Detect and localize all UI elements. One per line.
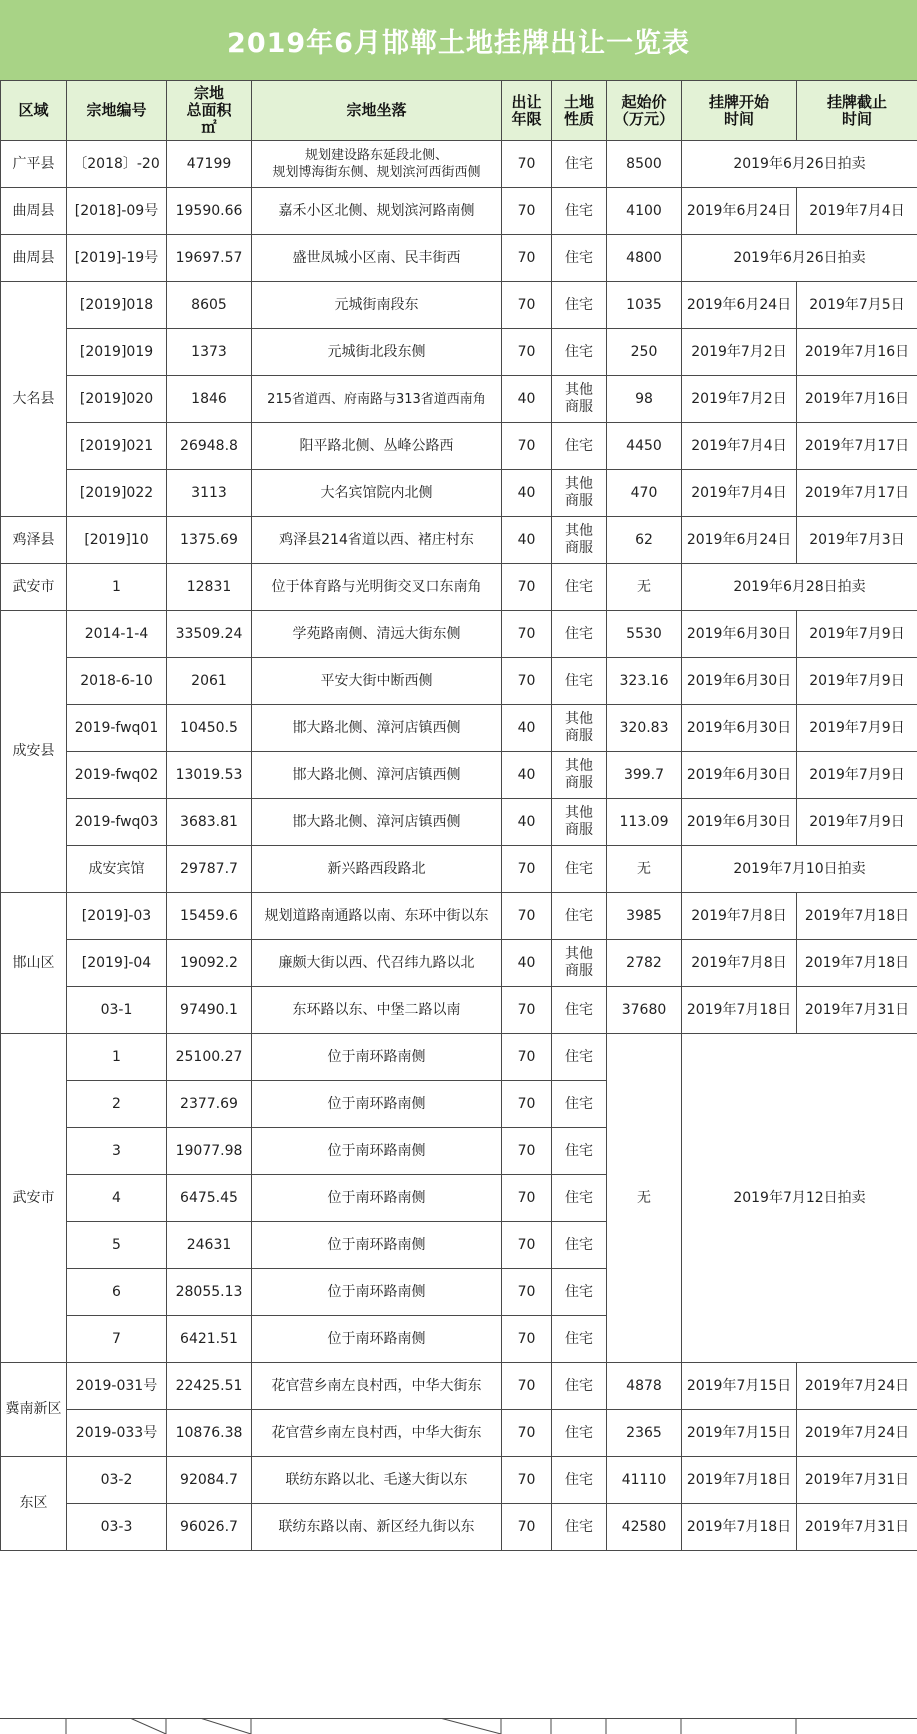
parcel-code-cell: 〔2018〕-20	[67, 141, 167, 188]
table-row	[1, 1504, 917, 1551]
location-cell: 元城街北段东侧	[252, 329, 502, 376]
area-cell: 1375.69	[167, 517, 252, 564]
listing-end-cell: 2019年7月24日	[797, 1410, 917, 1457]
term-cell: 70	[502, 611, 552, 658]
next-row-stub	[0, 1718, 917, 1734]
listing-start-cell: 2019年7月8日	[682, 893, 797, 940]
location-cell: 邯大路北侧、漳河店镇西侧	[252, 799, 502, 846]
listing-end-cell: 2019年7月5日	[797, 282, 917, 329]
listing-end-cell: 2019年7月18日	[797, 940, 917, 987]
region-cell: 广平县	[1, 141, 67, 188]
listing-end-cell: 2019年7月9日	[797, 752, 917, 799]
usage-cell: 其他 商服	[552, 799, 607, 846]
area-cell: 8605	[167, 282, 252, 329]
term-cell: 40	[502, 940, 552, 987]
region-cell: 曲周县	[1, 235, 67, 282]
term-cell: 70	[502, 282, 552, 329]
listing-end-cell: 2019年7月31日	[797, 987, 917, 1034]
land-listing-table	[0, 80, 917, 1551]
table-row	[1, 1410, 917, 1457]
area-cell: 13019.53	[167, 752, 252, 799]
parcel-code-cell: 2019-fwq01	[67, 705, 167, 752]
term-cell: 70	[502, 1363, 552, 1410]
listing-start-cell: 2019年6月24日	[682, 188, 797, 235]
parcel-code-cell: 1	[67, 1034, 167, 1081]
region-cell: 武安市	[1, 1034, 67, 1363]
table-row	[1, 1457, 917, 1504]
usage-cell: 住宅	[552, 235, 607, 282]
area-cell: 19077.98	[167, 1128, 252, 1175]
area-cell: 10876.38	[167, 1410, 252, 1457]
table-row	[1, 799, 917, 846]
term-cell: 70	[502, 564, 552, 611]
listing-start-cell: 2019年7月18日	[682, 1504, 797, 1551]
auction-date-cell: 2019年6月26日拍卖	[682, 141, 917, 188]
term-cell: 40	[502, 376, 552, 423]
price-cell: 2782	[607, 940, 682, 987]
location-cell: 规划道路南通路以南、东环中街以东	[252, 893, 502, 940]
location-cell: 215省道西、府南路与313省道西南角	[252, 376, 502, 423]
parcel-code-cell: 2019-fwq02	[67, 752, 167, 799]
table-row	[1, 705, 917, 752]
location-cell: 邯大路北侧、漳河店镇西侧	[252, 705, 502, 752]
usage-cell: 住宅	[552, 611, 607, 658]
region-cell: 曲周县	[1, 188, 67, 235]
area-cell: 33509.24	[167, 611, 252, 658]
location-cell: 花官营乡南左良村西，中华大街东	[252, 1410, 502, 1457]
listing-end-cell: 2019年7月31日	[797, 1504, 917, 1551]
term-cell: 70	[502, 846, 552, 893]
table-row	[1, 752, 917, 799]
parcel-code-cell: 03-2	[67, 1457, 167, 1504]
location-cell: 联纺东路以北、毛遂大街以东	[252, 1457, 502, 1504]
area-cell: 3683.81	[167, 799, 252, 846]
price-cell: 41110	[607, 1457, 682, 1504]
area-cell: 19697.57	[167, 235, 252, 282]
term-cell: 70	[502, 1457, 552, 1504]
listing-start-cell: 2019年7月2日	[682, 376, 797, 423]
table-row	[1, 611, 917, 658]
listing-end-cell: 2019年7月9日	[797, 611, 917, 658]
listing-start-cell: 2019年6月30日	[682, 799, 797, 846]
parcel-code-cell: 2019-fwq03	[67, 799, 167, 846]
location-cell: 位于南环路南侧	[252, 1316, 502, 1363]
location-cell: 邯大路北侧、漳河店镇西侧	[252, 752, 502, 799]
term-cell: 40	[502, 752, 552, 799]
header-location: 宗地坐落	[252, 81, 502, 141]
listing-start-cell: 2019年7月15日	[682, 1363, 797, 1410]
location-cell: 鸡泽县214省道以西、褚庄村东	[252, 517, 502, 564]
location-cell: 嘉禾小区北侧、规划滨河路南侧	[252, 188, 502, 235]
usage-cell: 住宅	[552, 658, 607, 705]
term-cell: 70	[502, 188, 552, 235]
listing-end-cell: 2019年7月17日	[797, 470, 917, 517]
usage-cell: 住宅	[552, 1363, 607, 1410]
area-cell: 29787.7	[167, 846, 252, 893]
term-cell: 70	[502, 658, 552, 705]
auction-date-cell: 2019年6月26日拍卖	[682, 235, 917, 282]
parcel-code-cell: 5	[67, 1222, 167, 1269]
table-row	[1, 564, 917, 611]
location-cell: 位于南环路南侧	[252, 1128, 502, 1175]
term-cell: 40	[502, 517, 552, 564]
term-cell: 70	[502, 1175, 552, 1222]
header-term: 出让 年限	[502, 81, 552, 141]
location-cell: 位于体育路与光明街交叉口东南角	[252, 564, 502, 611]
parcel-code-cell: [2019]022	[67, 470, 167, 517]
parcel-code-cell: 2018-6-10	[67, 658, 167, 705]
table-row	[1, 517, 917, 564]
location-cell: 位于南环路南侧	[252, 1269, 502, 1316]
location-cell: 阳平路北侧、丛峰公路西	[252, 423, 502, 470]
table-row	[1, 376, 917, 423]
parcel-code-cell: [2018]-09号	[67, 188, 167, 235]
usage-cell: 住宅	[552, 987, 607, 1034]
usage-cell: 其他 商服	[552, 376, 607, 423]
term-cell: 70	[502, 1410, 552, 1457]
parcel-code-cell: [2019]-04	[67, 940, 167, 987]
usage-cell: 住宅	[552, 1034, 607, 1081]
area-cell: 10450.5	[167, 705, 252, 752]
term-cell: 70	[502, 1128, 552, 1175]
area-cell: 12831	[167, 564, 252, 611]
usage-cell: 住宅	[552, 1457, 607, 1504]
listing-end-cell: 2019年7月3日	[797, 517, 917, 564]
area-cell: 92084.7	[167, 1457, 252, 1504]
price-cell: 无	[607, 846, 682, 893]
price-cell: 1035	[607, 282, 682, 329]
listing-start-cell: 2019年7月8日	[682, 940, 797, 987]
table-row	[1, 658, 917, 705]
area-cell: 26948.8	[167, 423, 252, 470]
area-cell: 24631	[167, 1222, 252, 1269]
price-cell: 250	[607, 329, 682, 376]
usage-cell: 住宅	[552, 1269, 607, 1316]
term-cell: 70	[502, 141, 552, 188]
location-cell: 新兴路西段路北	[252, 846, 502, 893]
table-row	[1, 282, 917, 329]
table-row	[1, 329, 917, 376]
usage-cell: 住宅	[552, 1222, 607, 1269]
parcel-code-cell: [2019]-19号	[67, 235, 167, 282]
parcel-code-cell: [2019]018	[67, 282, 167, 329]
listing-end-cell: 2019年7月16日	[797, 376, 917, 423]
usage-cell: 住宅	[552, 1410, 607, 1457]
location-cell: 位于南环路南侧	[252, 1081, 502, 1128]
area-cell: 19590.66	[167, 188, 252, 235]
header-row	[1, 81, 917, 141]
area-cell: 6475.45	[167, 1175, 252, 1222]
listing-start-cell: 2019年7月2日	[682, 329, 797, 376]
header-usage: 土地 性质	[552, 81, 607, 141]
term-cell: 70	[502, 329, 552, 376]
usage-cell: 住宅	[552, 423, 607, 470]
price-cell: 470	[607, 470, 682, 517]
location-cell: 位于南环路南侧	[252, 1175, 502, 1222]
parcel-code-cell: [2019]020	[67, 376, 167, 423]
price-cell: 320.83	[607, 705, 682, 752]
sheet-title: 2019年6月邯郸土地挂牌出让一览表	[0, 0, 917, 82]
listing-end-cell: 2019年7月9日	[797, 705, 917, 752]
usage-cell: 住宅	[552, 1128, 607, 1175]
price-cell: 4800	[607, 235, 682, 282]
parcel-code-cell: 03-1	[67, 987, 167, 1034]
auction-date-cell: 2019年7月10日拍卖	[682, 846, 917, 893]
area-cell: 96026.7	[167, 1504, 252, 1551]
price-cell: 无	[607, 564, 682, 611]
area-cell: 97490.1	[167, 987, 252, 1034]
area-cell: 6421.51	[167, 1316, 252, 1363]
location-cell: 大名宾馆院内北侧	[252, 470, 502, 517]
table-row	[1, 470, 917, 517]
listing-end-cell: 2019年7月16日	[797, 329, 917, 376]
parcel-code-cell: 6	[67, 1269, 167, 1316]
location-cell: 规划建设路东延段北侧、 规划博海街东侧、规划滨河西街西侧	[252, 141, 502, 188]
region-cell: 鸡泽县	[1, 517, 67, 564]
cut-off-row-lines	[0, 1718, 917, 1734]
term-cell: 70	[502, 235, 552, 282]
price-cell: 5530	[607, 611, 682, 658]
location-cell: 位于南环路南侧	[252, 1034, 502, 1081]
area-cell: 22425.51	[167, 1363, 252, 1410]
location-cell: 元城街南段东	[252, 282, 502, 329]
price-cell: 2365	[607, 1410, 682, 1457]
listing-start-cell: 2019年7月4日	[682, 423, 797, 470]
term-cell: 40	[502, 705, 552, 752]
price-cell: 4100	[607, 188, 682, 235]
price-cell: 98	[607, 376, 682, 423]
parcel-code-cell: 3	[67, 1128, 167, 1175]
header-region: 区域	[1, 81, 67, 141]
price-cell: 399.7	[607, 752, 682, 799]
listing-start-cell: 2019年6月30日	[682, 705, 797, 752]
location-cell: 廉颇大街以西、代召纬九路以北	[252, 940, 502, 987]
usage-cell: 住宅	[552, 1316, 607, 1363]
price-cell: 37680	[607, 987, 682, 1034]
area-cell: 15459.6	[167, 893, 252, 940]
parcel-code-cell: [2019]-03	[67, 893, 167, 940]
area-cell: 25100.27	[167, 1034, 252, 1081]
parcel-code-cell: 2019-033号	[67, 1410, 167, 1457]
listing-start-cell: 2019年7月15日	[682, 1410, 797, 1457]
parcel-code-cell: 2	[67, 1081, 167, 1128]
area-cell: 2061	[167, 658, 252, 705]
usage-cell: 住宅	[552, 141, 607, 188]
listing-start-cell: 2019年6月30日	[682, 752, 797, 799]
price-cell: 62	[607, 517, 682, 564]
table-row	[1, 987, 917, 1034]
table-row	[1, 1363, 917, 1410]
listing-end-cell: 2019年7月17日	[797, 423, 917, 470]
usage-cell: 其他 商服	[552, 705, 607, 752]
area-cell: 1846	[167, 376, 252, 423]
listing-end-cell: 2019年7月9日	[797, 799, 917, 846]
term-cell: 40	[502, 799, 552, 846]
listing-end-cell: 2019年7月4日	[797, 188, 917, 235]
parcel-code-cell: 1	[67, 564, 167, 611]
term-cell: 70	[502, 1316, 552, 1363]
area-cell: 28055.13	[167, 1269, 252, 1316]
price-cell: 无	[607, 1034, 682, 1363]
region-cell: 大名县	[1, 282, 67, 517]
table-row	[1, 423, 917, 470]
location-cell: 位于南环路南侧	[252, 1222, 502, 1269]
location-cell: 盛世凤城小区南、民丰街西	[252, 235, 502, 282]
usage-cell: 其他 商服	[552, 470, 607, 517]
parcel-code-cell: [2019]10	[67, 517, 167, 564]
auction-date-cell: 2019年7月12日拍卖	[682, 1034, 917, 1363]
table-row	[1, 1034, 917, 1081]
table-row	[1, 893, 917, 940]
usage-cell: 住宅	[552, 188, 607, 235]
term-cell: 70	[502, 1034, 552, 1081]
parcel-code-cell: 03-3	[67, 1504, 167, 1551]
listing-end-cell: 2019年7月31日	[797, 1457, 917, 1504]
parcel-code-cell: [2019]021	[67, 423, 167, 470]
listing-start-cell: 2019年6月30日	[682, 611, 797, 658]
price-cell: 3985	[607, 893, 682, 940]
usage-cell: 住宅	[552, 1081, 607, 1128]
term-cell: 70	[502, 987, 552, 1034]
table-row	[1, 846, 917, 893]
header-end: 挂牌截止 时间	[797, 81, 917, 141]
area-cell: 3113	[167, 470, 252, 517]
price-cell: 4878	[607, 1363, 682, 1410]
parcel-code-cell: 4	[67, 1175, 167, 1222]
area-cell: 2377.69	[167, 1081, 252, 1128]
usage-cell: 住宅	[552, 846, 607, 893]
location-cell: 花官营乡南左良村西，中华大街东	[252, 1363, 502, 1410]
listing-start-cell: 2019年7月18日	[682, 1457, 797, 1504]
usage-cell: 住宅	[552, 1175, 607, 1222]
table-row	[1, 235, 917, 282]
usage-cell: 住宅	[552, 329, 607, 376]
usage-cell: 住宅	[552, 282, 607, 329]
header-code: 宗地编号	[67, 81, 167, 141]
term-cell: 70	[502, 1081, 552, 1128]
area-cell: 19092.2	[167, 940, 252, 987]
price-cell: 8500	[607, 141, 682, 188]
term-cell: 70	[502, 1269, 552, 1316]
table-row	[1, 940, 917, 987]
listing-start-cell: 2019年7月18日	[682, 987, 797, 1034]
listing-start-cell: 2019年6月24日	[682, 282, 797, 329]
listing-start-cell: 2019年6月24日	[682, 517, 797, 564]
area-cell: 47199	[167, 141, 252, 188]
parcel-code-cell: 7	[67, 1316, 167, 1363]
parcel-code-cell: 2014-1-4	[67, 611, 167, 658]
region-cell: 冀南新区	[1, 1363, 67, 1457]
table-row	[1, 141, 917, 188]
term-cell: 70	[502, 893, 552, 940]
listing-start-cell: 2019年6月30日	[682, 658, 797, 705]
price-cell: 42580	[607, 1504, 682, 1551]
listing-start-cell: 2019年7月4日	[682, 470, 797, 517]
term-cell: 70	[502, 1222, 552, 1269]
table-body	[1, 141, 917, 1551]
usage-cell: 住宅	[552, 1504, 607, 1551]
location-cell: 联纺东路以南、新区经九街以东	[252, 1504, 502, 1551]
listing-end-cell: 2019年7月24日	[797, 1363, 917, 1410]
usage-cell: 其他 商服	[552, 752, 607, 799]
term-cell: 70	[502, 1504, 552, 1551]
usage-cell: 住宅	[552, 893, 607, 940]
region-cell: 东区	[1, 1457, 67, 1551]
location-cell: 学苑路南侧、清远大街东侧	[252, 611, 502, 658]
auction-date-cell: 2019年6月28日拍卖	[682, 564, 917, 611]
location-cell: 东环路以东、中堡二路以南	[252, 987, 502, 1034]
term-cell: 40	[502, 470, 552, 517]
usage-cell: 其他 商服	[552, 940, 607, 987]
area-cell: 1373	[167, 329, 252, 376]
listing-end-cell: 2019年7月9日	[797, 658, 917, 705]
table-row	[1, 188, 917, 235]
price-cell: 4450	[607, 423, 682, 470]
header-area: 宗地 总面积 ㎡	[167, 81, 252, 141]
location-cell: 平安大街中断西侧	[252, 658, 502, 705]
usage-cell: 住宅	[552, 564, 607, 611]
listing-end-cell: 2019年7月18日	[797, 893, 917, 940]
price-cell: 113.09	[607, 799, 682, 846]
header-price: 起始价 （万元）	[607, 81, 682, 141]
parcel-code-cell: 成安宾馆	[67, 846, 167, 893]
term-cell: 70	[502, 423, 552, 470]
parcel-code-cell: [2019]019	[67, 329, 167, 376]
region-cell: 成安县	[1, 611, 67, 893]
region-cell: 武安市	[1, 564, 67, 611]
price-cell: 323.16	[607, 658, 682, 705]
parcel-code-cell: 2019-031号	[67, 1363, 167, 1410]
region-cell: 邯山区	[1, 893, 67, 1034]
header-start: 挂牌开始 时间	[682, 81, 797, 141]
usage-cell: 其他 商服	[552, 517, 607, 564]
